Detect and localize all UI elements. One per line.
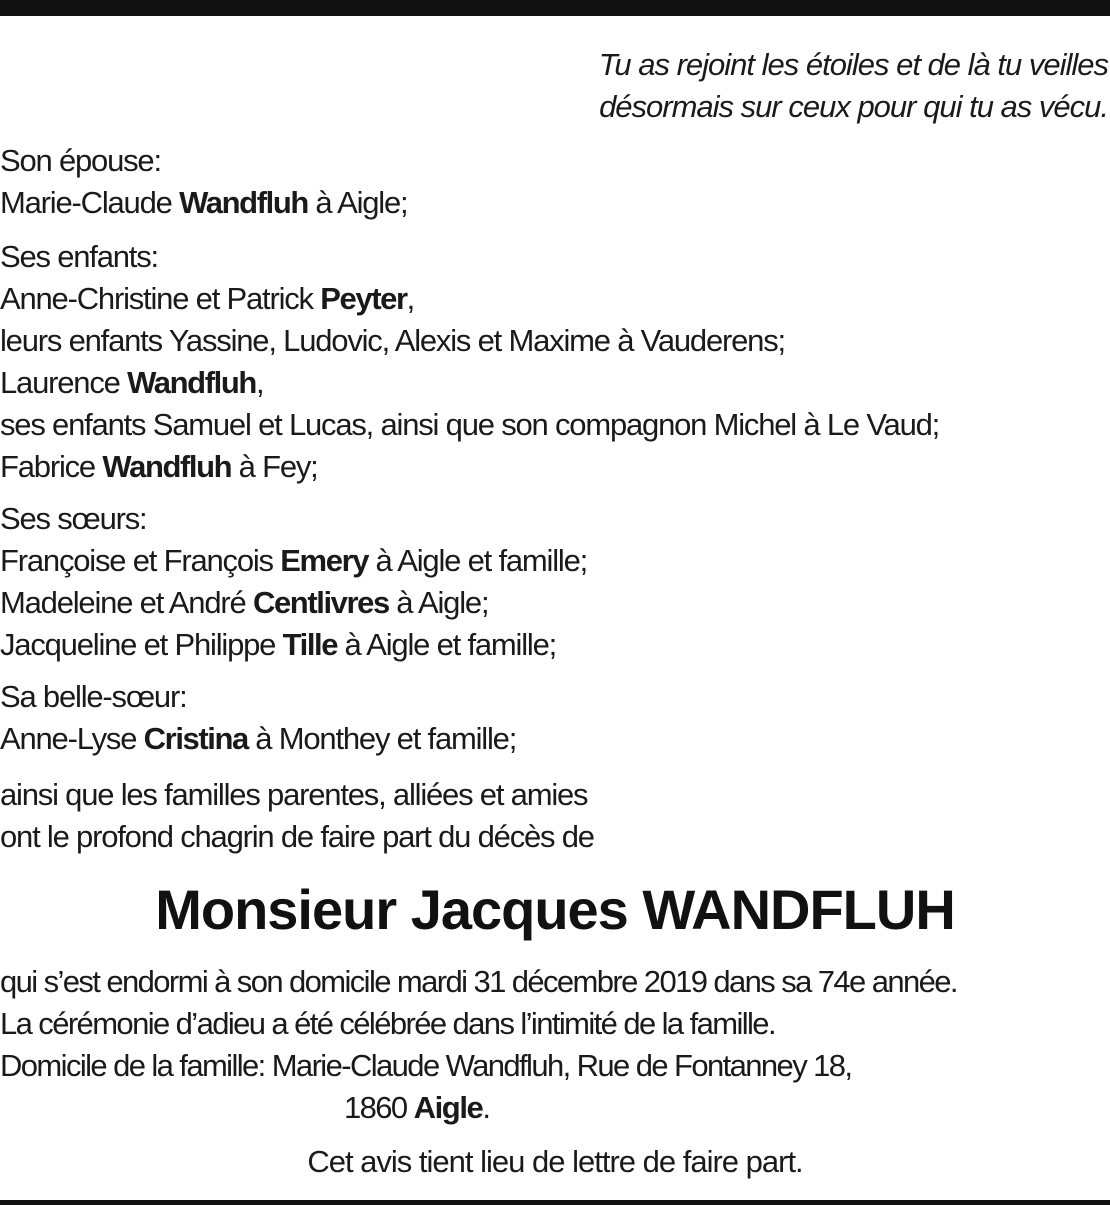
epigraph [599, 44, 1108, 128]
children-heading: Ses enfants: [0, 239, 158, 274]
details-line-2: La cérémonie d’adieu a été célébrée dans l’intimité de la famille. [0, 1006, 775, 1041]
child-2-family: ses enfants Samuel et Lucas, ainsi que son compagnon Michel à Le Vaud; [0, 407, 940, 442]
details-line-1: qui s’est endormi à son domicile mardi 31 décembre 2019 dans sa 74e année. [0, 964, 957, 999]
child-1-first: Anne-Christine et Patrick [0, 281, 321, 316]
spouse-entry [0, 182, 1110, 224]
details-line-4 [0, 1086, 1110, 1128]
child-2-entry [0, 362, 1110, 404]
child-2-first: Laurence [0, 365, 128, 400]
sister-2-first: Madeleine et André [0, 585, 253, 620]
spouse-section [0, 140, 1110, 224]
spouse-heading: Son épouse: [0, 143, 161, 178]
sister-2-entry [0, 582, 1110, 624]
children-section [0, 236, 1110, 488]
top-rule [0, 0, 1110, 16]
spouse-first: Marie-Claude [0, 185, 180, 220]
child-3-first: Fabrice [0, 449, 103, 484]
sister-in-law-entry [0, 718, 1110, 760]
sister-in-law-section [0, 676, 1110, 760]
child-3-rest: à Fey; [231, 449, 318, 484]
child-1-rest: , [406, 281, 415, 316]
sister-1-entry [0, 540, 1110, 582]
announcement-line-1: ainsi que les familles parentes, alliées et amies [0, 777, 588, 812]
sister-3-surname: Tille [282, 627, 338, 662]
announcement-line-2: ont le profond chagrin de faire part du décès de [0, 819, 594, 854]
sister-3-first: Jacqueline et Philippe [0, 627, 283, 662]
closing-note: Cet avis tient lieu de lettre de faire part. [307, 1144, 803, 1179]
child-2-surname: Wandfluh [127, 365, 256, 400]
postal-code: 1860 [344, 1090, 414, 1125]
sister-in-law-first: Anne-Lyse [0, 721, 144, 756]
details-line-3: Domicile de la famille: Marie-Claude Wandfluh, Rue de Fontanney 18, [0, 1048, 852, 1083]
child-3-entry [0, 446, 1110, 488]
sister-1-first: Françoise et François [0, 543, 281, 578]
bottom-rule [0, 1200, 1110, 1205]
deceased-name: Monsieur Jacques WANDFLUH [155, 878, 955, 941]
child-3-surname: Wandfluh [102, 449, 232, 484]
sisters-section [0, 498, 1110, 666]
child-1-surname: Peyter [320, 281, 407, 316]
announcement-section [0, 774, 1110, 858]
sisters-heading: Ses sœurs: [0, 501, 147, 536]
address-end: . [482, 1090, 490, 1125]
spouse-surname: Wandfluh [179, 185, 308, 220]
epigraph-line-1: Tu as rejoint les étoiles et de là tu veilles [598, 47, 1108, 82]
child-1-entry [0, 278, 1110, 320]
sister-in-law-heading: Sa belle-sœur: [0, 679, 187, 714]
child-2-rest: , [255, 365, 264, 400]
sister-2-surname: Centlivres [252, 585, 389, 620]
sister-2-rest: à Aigle; [388, 585, 489, 620]
sister-in-law-surname: Cristina [143, 721, 248, 756]
sister-in-law-rest: à Monthey et famille; [247, 721, 517, 756]
spouse-rest: à Aigle; [307, 185, 408, 220]
sister-1-rest: à Aigle et famille; [368, 543, 588, 578]
sister-3-entry [0, 624, 1110, 666]
details-section [0, 960, 1110, 1128]
sister-3-rest: à Aigle et famille; [337, 627, 557, 662]
epigraph-line-2: désormais sur ceux pour qui tu as vécu. [599, 89, 1108, 124]
city-name: Aigle [413, 1090, 483, 1125]
sister-1-surname: Emery [280, 543, 369, 578]
child-1-family: leurs enfants Yassine, Ludovic, Alexis et Maxime à Vauderens; [0, 323, 785, 358]
